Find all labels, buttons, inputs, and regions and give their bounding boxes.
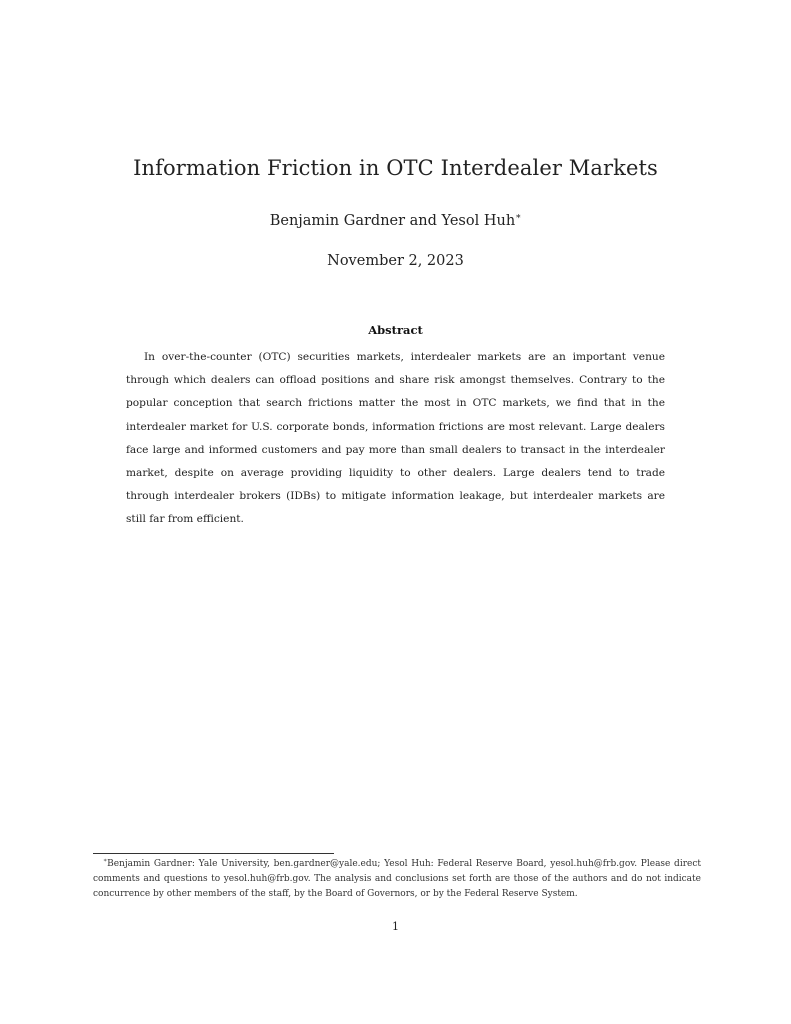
- footnote-text: Benjamin Gardner: Yale University, ben.gardner@yale.edu; Yesol Huh: Federal Reserve Board, yesol.huh@frb.gov. Please direct comments and questions to yesol.huh@frb.gov. The analysis and conclusions set forth are those of the authors and do not indicate concurrence by other members of the staff, by the Board of Governors, or by the Federal Reserve System.: [93, 859, 701, 899]
- footnote: [93, 857, 701, 902]
- author-footnote-mark[interactable]: ∗: [515, 212, 522, 223]
- abstract-heading: Abstract: [368, 323, 423, 337]
- abstract-body: In over-the-counter (OTC) securities markets, interdealer markets are an important venue through which dealers can offload positions and share risk amongst themselves. Contrary to the popular conception that search frictions matter the most in OTC markets, we find that in the interdealer market for U.S. corporate bonds, information frictions are most relevant. Large dealers face large and informed customers and pay more than small dealers to transact in the interdealer market, despite on average providing liquidity to other dealers. Large dealers tend to trade through interdealer brokers (IDBs) to mitigate information leakage, but interdealer markets are still far from efficient.: [126, 351, 665, 526]
- authors: Benjamin Gardner and Yesol Huh: [269, 213, 516, 229]
- author-line: [0, 213, 791, 229]
- paper-title: Information Friction in OTC Interdealer Markets: [133, 156, 658, 180]
- page-number: 1: [392, 920, 399, 933]
- footnote-rule: [93, 853, 334, 854]
- paper-date: November 2, 2023: [327, 253, 464, 269]
- footnote-mark: ∗: [103, 857, 108, 864]
